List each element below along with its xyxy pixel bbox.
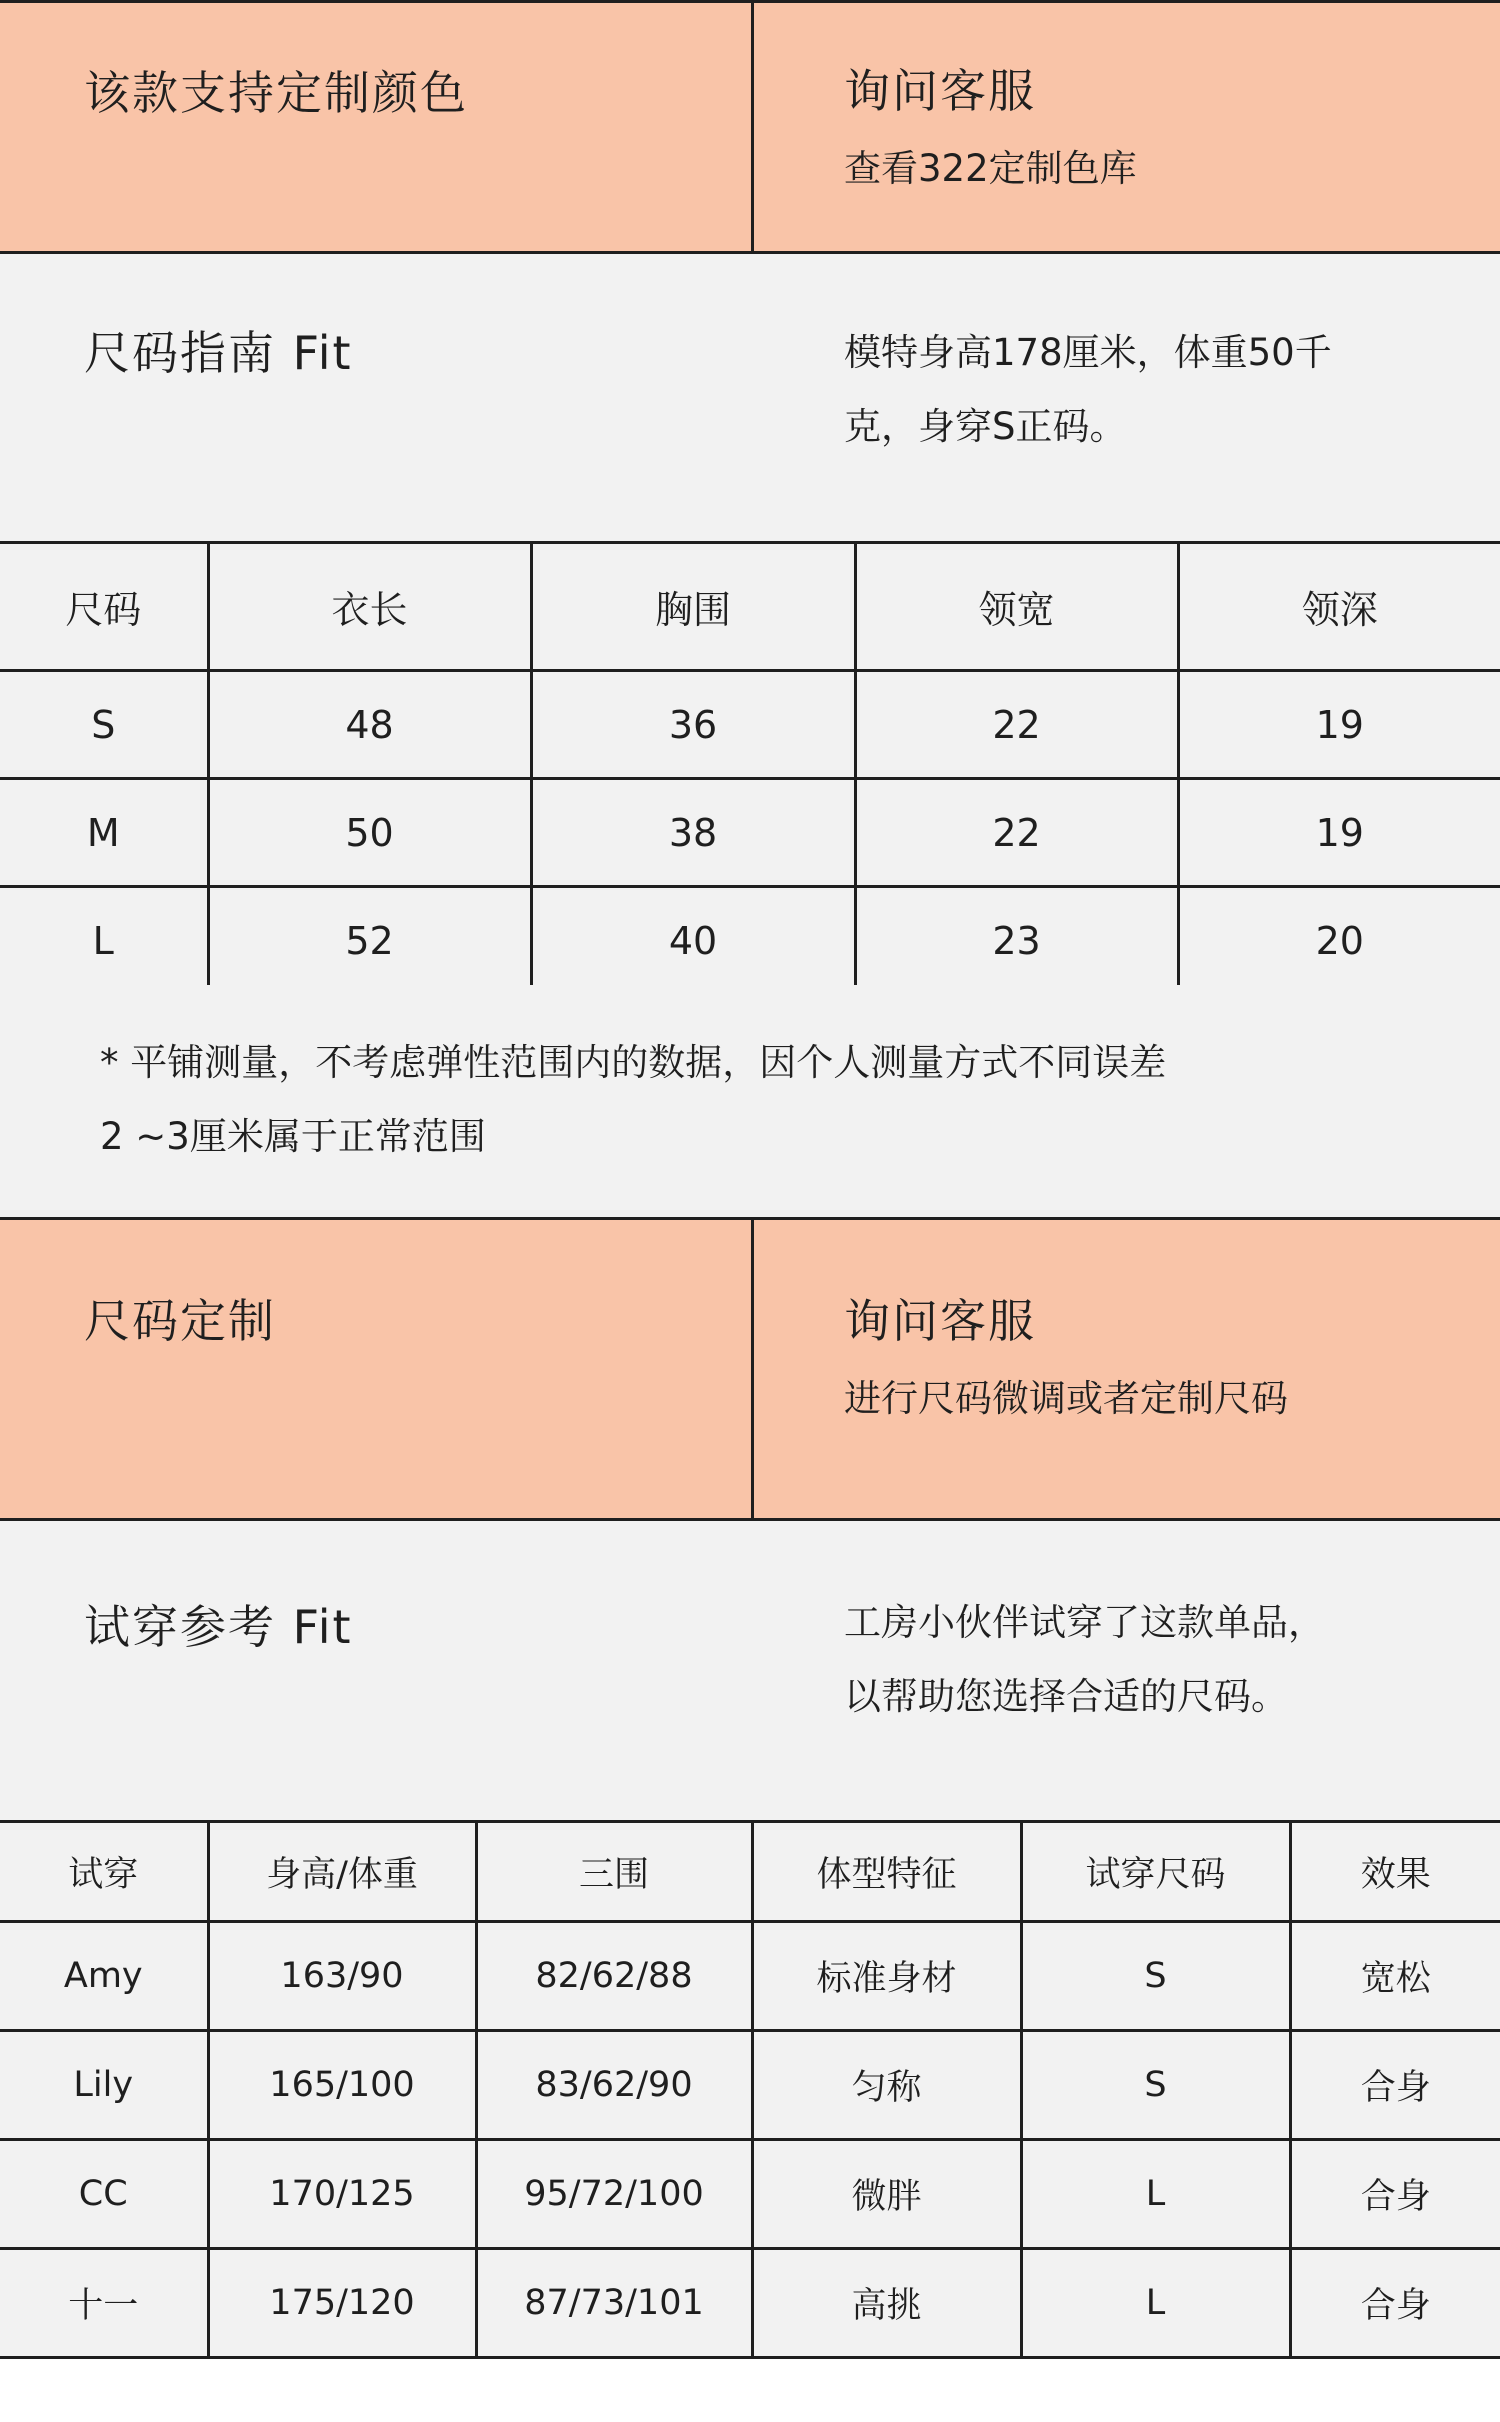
table-row — [0, 2031, 1500, 2140]
size-custom-section — [0, 1220, 1500, 1518]
ask-service-button[interactable]: 询问客服 — [844, 64, 1036, 118]
cell-body-type: 匀称 — [752, 2031, 1021, 2140]
cell-tester: Lily — [0, 2031, 208, 2140]
model-info-line1: 模特身高178厘米，体重50千 — [844, 331, 1332, 374]
table-row — [0, 779, 1500, 887]
table-row — [0, 887, 1500, 995]
custom-color-section — [0, 0, 1500, 253]
model-info-line2: 克，身穿S正码。 — [844, 405, 1127, 448]
size-table-header — [0, 543, 1500, 671]
size-guide-section — [0, 254, 1500, 542]
table-row — [0, 671, 1500, 779]
cell-size-worn: S — [1021, 2031, 1290, 2140]
cell-fit: 宽松 — [1290, 1922, 1500, 2031]
cell-fit: 合身 — [1290, 2031, 1500, 2140]
header-size-worn: 试穿尺码 — [1021, 1822, 1290, 1922]
try-on-desc-line2: 以帮助您选择合适的尺码。 — [844, 1675, 1288, 1718]
cell-size-worn: L — [1021, 2249, 1290, 2358]
measurement-note-line2: 2 ~3厘米属于正常范围 — [100, 1115, 486, 1158]
table-row — [0, 2140, 1500, 2249]
cell-size: L — [0, 887, 208, 995]
ask-service-button[interactable]: 询问客服 — [844, 1294, 1036, 1348]
cell-fit: 合身 — [1290, 2249, 1500, 2358]
header-height-weight: 身高/体重 — [208, 1822, 476, 1922]
cell-length: 48 — [208, 671, 531, 779]
cell-collar-depth: 19 — [1178, 779, 1500, 887]
cell-size: S — [0, 671, 208, 779]
cell-height-weight: 175/120 — [208, 2249, 476, 2358]
cell-measurements: 95/72/100 — [476, 2140, 752, 2249]
cell-measurements: 82/62/88 — [476, 1922, 752, 2031]
cell-height-weight: 170/125 — [208, 2140, 476, 2249]
header-collar-width: 领宽 — [855, 543, 1178, 671]
cell-body-type: 高挑 — [752, 2249, 1021, 2358]
cell-tester: 十一 — [0, 2249, 208, 2358]
cell-body-type: 微胖 — [752, 2140, 1021, 2249]
cell-body-type: 标准身材 — [752, 1922, 1021, 2031]
cell-chest: 38 — [531, 779, 855, 887]
cell-measurements: 87/73/101 — [476, 2249, 752, 2358]
cell-tester: CC — [0, 2140, 208, 2249]
cell-collar-depth: 20 — [1178, 887, 1500, 995]
cell-chest: 36 — [531, 671, 855, 779]
cell-height-weight: 165/100 — [208, 2031, 476, 2140]
header-collar-depth: 领深 — [1178, 543, 1500, 671]
cell-tester: Amy — [0, 1922, 208, 2031]
measurement-note-line1: * 平铺测量，不考虑弹性范围内的数据，因个人测量方式不同误差 — [100, 1041, 1167, 1084]
header-measurements: 三围 — [476, 1822, 752, 1922]
cell-collar-width: 22 — [855, 779, 1178, 887]
header-body-type: 体型特征 — [752, 1822, 1021, 1922]
try-on-table-header — [0, 1822, 1500, 1922]
table-row — [0, 2249, 1500, 2358]
header-chest: 胸围 — [531, 543, 855, 671]
header-size: 尺码 — [0, 543, 208, 671]
cell-length: 50 — [208, 779, 531, 887]
cell-chest: 40 — [531, 887, 855, 995]
custom-color-title: 该款支持定制颜色 — [84, 66, 468, 120]
cell-measurements: 83/62/90 — [476, 2031, 752, 2140]
header-fit: 效果 — [1290, 1822, 1500, 1922]
header-tester: 试穿 — [0, 1822, 208, 1922]
try-on-table — [0, 1820, 1500, 2359]
top-border — [0, 0, 1500, 3]
cell-fit: 合身 — [1290, 2140, 1500, 2249]
cell-collar-width: 23 — [855, 887, 1178, 995]
table-row — [0, 1922, 1500, 2031]
cell-collar-width: 22 — [855, 671, 1178, 779]
size-guide-title: 尺码指南 Fit — [84, 326, 353, 380]
cell-size: M — [0, 779, 208, 887]
size-adjust-link[interactable]: 进行尺码微调或者定制尺码 — [844, 1377, 1288, 1420]
cell-size-worn: S — [1021, 1922, 1290, 2031]
cell-height-weight: 163/90 — [208, 1922, 476, 2031]
try-on-desc-line1: 工房小伙伴试穿了这款单品， — [844, 1601, 1325, 1644]
cell-length: 52 — [208, 887, 531, 995]
try-on-title: 试穿参考 Fit — [84, 1600, 353, 1654]
cell-collar-depth: 19 — [1178, 671, 1500, 779]
size-table — [0, 541, 1500, 996]
header-length: 衣长 — [208, 543, 531, 671]
color-library-link[interactable]: 查看322定制色库 — [844, 147, 1137, 190]
size-custom-title: 尺码定制 — [84, 1294, 276, 1348]
cell-size-worn: L — [1021, 2140, 1290, 2249]
